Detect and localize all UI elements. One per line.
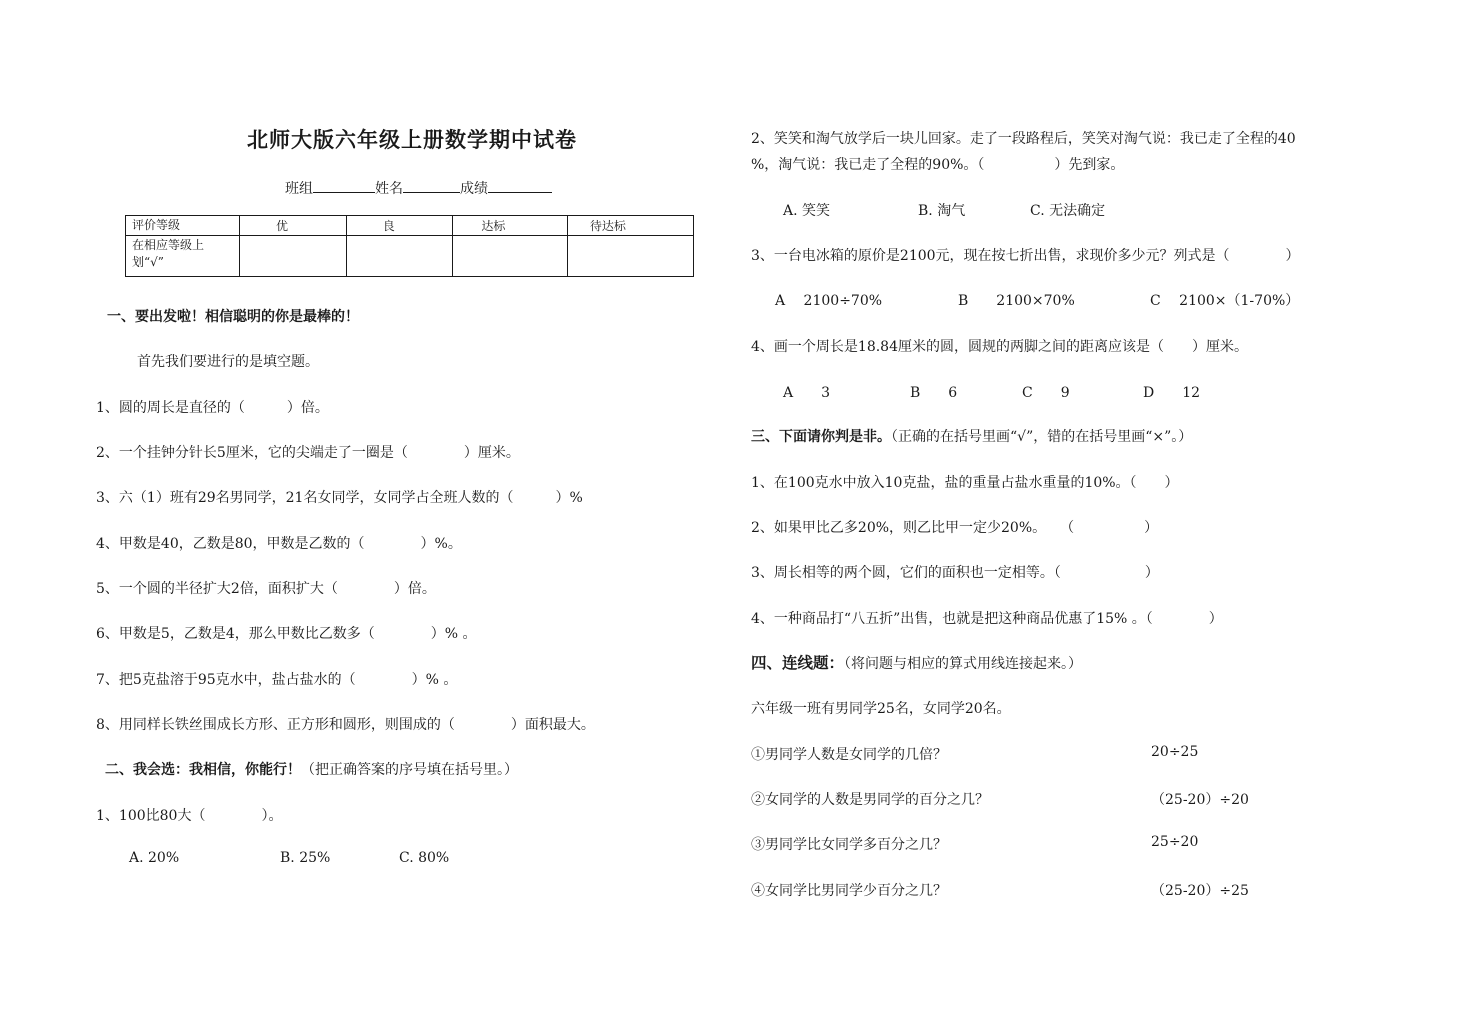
- grade-header: 优: [240, 216, 347, 236]
- match-formula-2[interactable]: （25-20）÷20: [1151, 792, 1249, 808]
- choice-option: A 3: [783, 385, 831, 401]
- section4-heading-note: （将问题与相应的算式用线连接起来。）: [844, 656, 1083, 672]
- score-label: 成绩: [460, 181, 488, 197]
- page-title: 北师大版六年级上册数学期中试卷: [247, 127, 577, 152]
- match-formula-3[interactable]: 25÷20: [1151, 834, 1199, 850]
- section4-intro: 六年级一班有男同学25名，女同学20名。: [751, 701, 1011, 717]
- choice-option: B. 淘气: [918, 203, 966, 219]
- fill-question-8: 8、用同样长铁丝围成长方形、正方形和圆形，则围成的（ ）面积最大。: [96, 717, 595, 733]
- choice-option: A 2100÷70%: [775, 293, 883, 309]
- class-label: 班组: [285, 181, 313, 197]
- name-blank[interactable]: [403, 178, 460, 193]
- choice-option: B 6: [910, 385, 958, 401]
- choice-option: B. 25%: [280, 850, 331, 866]
- grade-header: 评价等级: [126, 216, 240, 236]
- section4-heading: 四、连线题：: [751, 653, 845, 672]
- match-question-3[interactable]: ③男同学比女同学多百分之几？: [751, 837, 947, 853]
- choice-question-4: 4、画一个周长是18.84厘米的圆，圆规的两脚之间的距离应该是（ ）厘米。: [751, 339, 1248, 355]
- match-question-1[interactable]: ①男同学人数是女同学的几倍？: [751, 747, 947, 763]
- section1-heading: 一、要出发啦！相信聪明的你是最棒的！: [107, 309, 359, 325]
- section2-heading: 二、我会选：我相信，你能行！: [105, 762, 301, 778]
- choice-question-3: 3、一台电冰箱的原价是2100元，现在按七折出售，求现价多少元？列式是（ ）: [751, 248, 1300, 264]
- score-blank[interactable]: [488, 178, 552, 193]
- grade-cell[interactable]: [567, 236, 693, 277]
- choice-question-1: 1、100比80大（ ）。: [96, 808, 283, 824]
- grade-cell[interactable]: [453, 236, 567, 277]
- section2-heading-line: [105, 759, 518, 779]
- choice-option: C. 无法确定: [1030, 203, 1106, 219]
- judge-question-2: 2、如果甲比乙多20%，则乙比甲一定少20%。 （ ）: [751, 520, 1159, 536]
- judge-question-3: 3、周长相等的两个圆，它们的面积也一定相等。（ ）: [751, 565, 1159, 581]
- choice-option: B 2100×70%: [958, 293, 1075, 309]
- grade-table: [125, 215, 694, 277]
- grade-header: 待达标: [567, 216, 693, 236]
- match-formula-1[interactable]: 20÷25: [1151, 744, 1199, 760]
- choice-option: D 12: [1143, 385, 1201, 401]
- fill-question-7: 7、把5克盐溶于95克水中，盐占盐水的（ ）% 。: [96, 672, 458, 688]
- fill-question-1: 1、圆的周长是直径的（ ）倍。: [96, 400, 329, 416]
- fill-question-2: 2、一个挂钟分针长5厘米，它的尖端走了一圈是（ ）厘米。: [96, 445, 520, 461]
- grade-cell[interactable]: [346, 236, 453, 277]
- judge-question-4: 4、一种商品打“八五折”出售，也就是把这种商品优惠了15% 。（ ）: [751, 611, 1223, 627]
- match-question-4[interactable]: ④女同学比男同学少百分之几？: [751, 883, 947, 899]
- fill-question-5: 5、一个圆的半径扩大2倍，面积扩大（ ）倍。: [96, 581, 436, 597]
- class-blank[interactable]: [313, 178, 375, 193]
- section2-heading-note: （把正确答案的序号填在括号里。）: [301, 762, 518, 778]
- choice-question-2-line2: %，淘气说：我已走了全程的90%。（ ）先到家。: [751, 157, 1125, 173]
- section4-heading-line: [751, 651, 1082, 673]
- section3-heading-note: （正确的在括号里画“√”，错的在括号里画“×”。）: [891, 429, 1193, 445]
- choice-question-2-line1: 2、笑笑和淘气放学后一块儿回家。走了一段路程后，笑笑对淘气说：我已走了全程的40: [751, 131, 1296, 147]
- grade-header: 达标: [453, 216, 567, 236]
- section3-heading-line: [751, 426, 1192, 446]
- section3-heading: 三、下面请你判是非。: [751, 429, 891, 445]
- grade-header: 良: [346, 216, 453, 236]
- section1-intro: 首先我们要进行的是填空题。: [137, 354, 319, 370]
- student-info-line: [285, 178, 552, 198]
- fill-question-4: 4、甲数是40，乙数是80，甲数是乙数的（ ）%。: [96, 536, 462, 552]
- match-question-2[interactable]: ②女同学的人数是男同学的百分之几？: [751, 792, 989, 808]
- match-formula-4[interactable]: （25-20）÷25: [1151, 883, 1249, 899]
- fill-question-6: 6、甲数是5，乙数是4，那么甲数比乙数多（ ）% 。: [96, 626, 477, 642]
- grade-cell[interactable]: [240, 236, 347, 277]
- choice-option: A. 笑笑: [783, 203, 831, 219]
- choice-option: C. 80%: [399, 850, 450, 866]
- grade-row-label: 在相应等级上划“√”: [126, 236, 240, 277]
- judge-question-1: 1、在100克水中放入10克盐，盐的重量占盐水重量的10%。（ ）: [751, 475, 1179, 491]
- choice-option: C 2100×（1-70%）: [1150, 293, 1300, 309]
- fill-question-3: 3、六（1）班有29名男同学，21名女同学，女同学占全班人数的（ ）%: [96, 490, 583, 506]
- choice-option: A. 20%: [129, 850, 180, 866]
- name-label: 姓名: [375, 181, 403, 197]
- choice-option: C 9: [1022, 385, 1070, 401]
